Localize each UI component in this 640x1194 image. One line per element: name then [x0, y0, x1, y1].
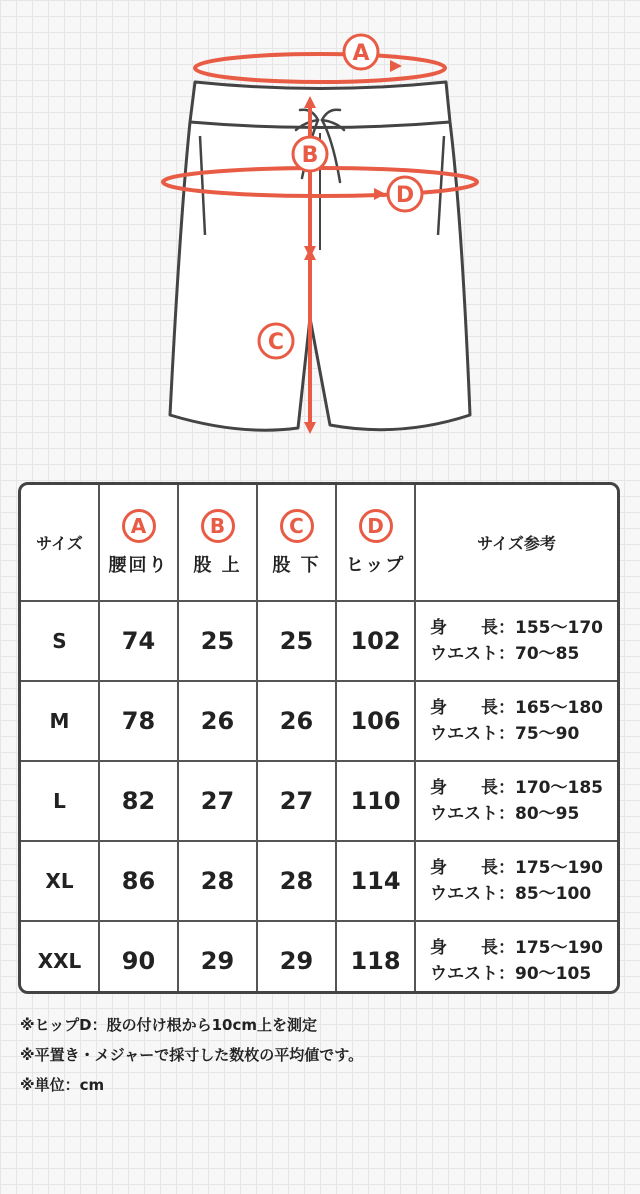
table-row [21, 601, 617, 681]
cell-reference [415, 841, 617, 921]
header-size-label: サイズ [36, 534, 83, 553]
cell-size: L [21, 761, 99, 841]
cell-size: M [21, 681, 99, 761]
header-rise [178, 485, 257, 601]
label-b-text: B [301, 143, 319, 168]
header-inseam [257, 485, 336, 601]
cell-rise: 25 [178, 601, 257, 681]
ref-height: 身 長：165～180 [430, 698, 603, 718]
ref-height: 身 長：170～185 [430, 778, 603, 798]
cell-hip: 114 [336, 841, 415, 921]
header-waist-label: 腰回り [108, 554, 169, 576]
table-row [21, 681, 617, 761]
header-hip [336, 485, 415, 601]
shorts-illustration [0, 0, 640, 460]
waist-measure-ring [195, 54, 445, 82]
cell-rise: 27 [178, 761, 257, 841]
ref-waist: ウエスト：80～95 [430, 804, 580, 824]
ref-waist: ウエスト：85～100 [430, 884, 592, 904]
inseam-arrow-bottom [304, 422, 316, 434]
note-average: ※平置き・メジャーで採寸した数枚の平均値です。 [20, 1046, 364, 1064]
header-ref-label: サイズ参考 [477, 534, 556, 553]
header-waist [99, 485, 178, 601]
badge-b: B [201, 509, 235, 543]
table-row [21, 841, 617, 921]
table-row [21, 921, 617, 994]
ref-waist: ウエスト：90～105 [430, 964, 592, 984]
notes-section [20, 1010, 363, 1100]
header-hip-label: ヒップ [345, 554, 406, 576]
cell-inseam: 29 [257, 921, 336, 994]
cell-reference [415, 601, 617, 681]
size-chart-table [18, 482, 620, 994]
ref-height: 身 長：155～170 [430, 618, 603, 638]
header-rise-label: 股 上 [193, 554, 242, 576]
cell-rise: 28 [178, 841, 257, 921]
ref-waist: ウエスト：75～90 [430, 724, 580, 744]
cell-hip: 102 [336, 601, 415, 681]
cell-waist: 82 [99, 761, 178, 841]
cell-waist: 78 [99, 681, 178, 761]
header-size [21, 485, 99, 601]
header-size-reference [415, 485, 617, 601]
waist-arrow-head [390, 60, 402, 72]
cell-hip: 118 [336, 921, 415, 994]
cell-rise: 29 [178, 921, 257, 994]
cell-rise: 26 [178, 681, 257, 761]
cell-waist: 90 [99, 921, 178, 994]
header-inseam-label: 股 下 [272, 554, 321, 576]
badge-a: A [122, 509, 156, 543]
table-row [21, 761, 617, 841]
cell-size: XL [21, 841, 99, 921]
badge-c: C [280, 509, 314, 543]
label-c-text: C [267, 330, 285, 355]
cell-waist: 86 [99, 841, 178, 921]
note-hip-measure: ※ヒップD：股の付け根から10cm上を測定 [20, 1016, 317, 1034]
cell-reference [415, 681, 617, 761]
cell-inseam: 27 [257, 761, 336, 841]
cell-size: XXL [21, 921, 99, 994]
cell-reference [415, 921, 617, 994]
shorts-diagram [0, 0, 640, 460]
ref-height: 身 長：175～190 [430, 858, 603, 878]
label-a-text: A [352, 41, 370, 66]
cell-reference [415, 761, 617, 841]
cell-size: S [21, 601, 99, 681]
cell-inseam: 25 [257, 601, 336, 681]
cell-waist: 74 [99, 601, 178, 681]
note-unit: ※単位：cm [20, 1076, 105, 1094]
ref-waist: ウエスト：70～85 [430, 644, 580, 664]
label-d-text: D [395, 183, 415, 208]
table-header-row [21, 485, 617, 601]
cell-hip: 106 [336, 681, 415, 761]
cell-hip: 110 [336, 761, 415, 841]
cell-inseam: 26 [257, 681, 336, 761]
ref-height: 身 長：175～190 [430, 938, 603, 958]
cell-inseam: 28 [257, 841, 336, 921]
badge-d: D [359, 509, 393, 543]
